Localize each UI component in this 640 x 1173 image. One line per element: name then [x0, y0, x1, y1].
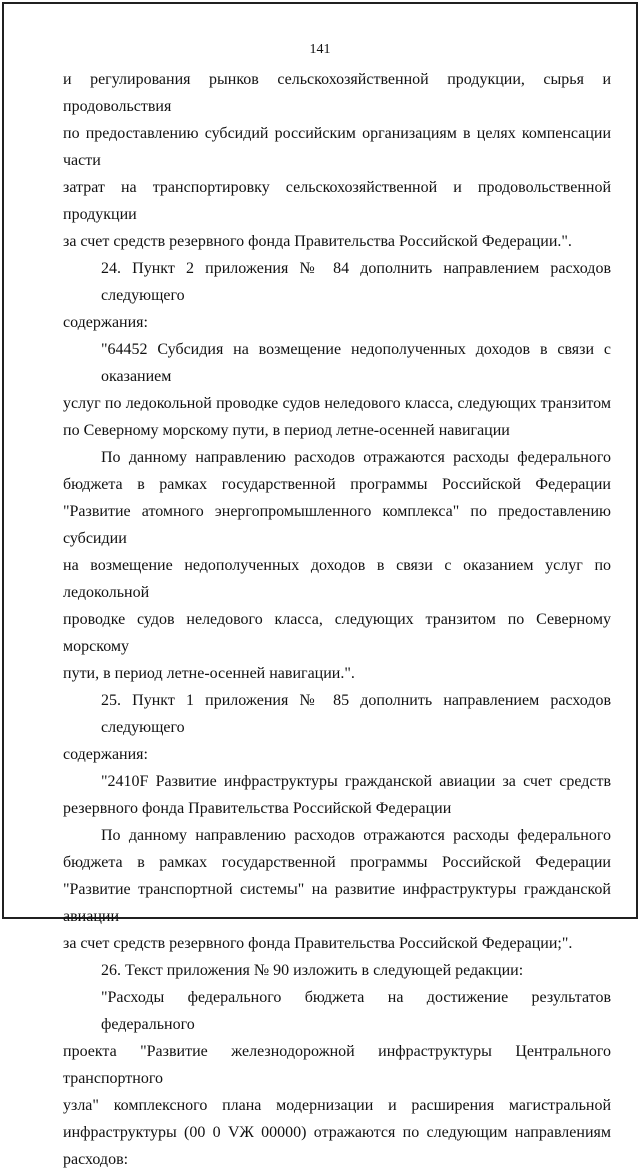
paragraph-p3 — [63, 336, 611, 444]
text-line: расходов: — [63, 1151, 129, 1168]
text-line: По данному направлению расходов отражаются расходы федерального — [101, 827, 611, 844]
text-line: бюджета в рамках государственной программы Российской Федерации — [63, 854, 611, 871]
text-line: затрат на транспортировку сельскохозяйственной и продовольственной продукции — [63, 179, 611, 223]
paragraph-p6 — [63, 768, 611, 822]
text-line: "Расходы федерального бюджета на достижение результатов федерального — [101, 989, 611, 1033]
text-line: "Развитие транспортной системы" на развитие инфраструктуры гражданской авиации — [63, 881, 611, 925]
text-line: проводке судов неледового класса, следующих транзитом по Северному морскому — [63, 611, 611, 655]
paragraph-p4 — [63, 444, 611, 687]
document-body — [63, 66, 611, 1173]
text-line: "Развитие атомного энергопромышленного комплекса" по предоставлению субсидии — [63, 503, 611, 547]
text-line: инфраструктуры (00 0 VЖ 00000) отражаются по следующим направлениям — [63, 1124, 611, 1141]
text-line: пути, в период летне-осенней навигации.". — [63, 665, 355, 682]
paragraph-p2 — [63, 255, 611, 336]
text-line: по Северному морскому пути, в период летне-осенней навигации — [63, 422, 510, 439]
text-line: узла" комплексного плана модернизации и расширения магистральной — [63, 1097, 611, 1114]
text-line: по предоставлению субсидий российским организациям в целях компенсации части — [63, 125, 611, 169]
text-line: проекта "Развитие железнодорожной инфраструктуры Центрального транспортного — [63, 1043, 611, 1087]
text-line: на возмещение недополученных доходов в связи с оказанием услуг по ледокольной — [63, 557, 611, 601]
text-line: за счет средств резервного фонда Правительства Российской Федерации;". — [63, 935, 573, 952]
paragraph-p1 — [63, 66, 611, 255]
text-line: содержания: — [63, 746, 148, 763]
paragraph-p9 — [63, 984, 611, 1173]
text-line: 26. Текст приложения № 90 изложить в следующей редакции: — [101, 962, 524, 979]
text-line: "2410F Развитие инфраструктуры гражданской авиации за счет средств — [101, 773, 611, 790]
text-line: за счет средств резервного фонда Правительства Российской Федерации.". — [63, 233, 572, 250]
paragraph-p7 — [63, 822, 611, 957]
text-line: содержания: — [63, 314, 148, 331]
text-line: "64452 Субсидия на возмещение недополученных доходов в связи с оказанием — [101, 341, 611, 385]
page-number: 141 — [309, 42, 331, 57]
paragraph-p8 — [63, 957, 611, 984]
text-line: и регулирования рынков сельскохозяйственной продукции, сырья и продовольствия — [63, 71, 611, 115]
text-line: резервного фонда Правительства Российской Федерации — [63, 800, 452, 817]
text-line: бюджета в рамках государственной программы Российской Федерации — [63, 476, 611, 493]
text-line: 25. Пункт 1 приложения № 85 дополнить направлением расходов следующего — [101, 692, 611, 736]
text-line: 24. Пункт 2 приложения № 84 дополнить направлением расходов следующего — [101, 260, 611, 304]
text-line: По данному направлению расходов отражаются расходы федерального — [101, 449, 611, 466]
paragraph-p5 — [63, 687, 611, 768]
text-line: услуг по ледокольной проводке судов неледового класса, следующих транзитом — [63, 395, 611, 412]
